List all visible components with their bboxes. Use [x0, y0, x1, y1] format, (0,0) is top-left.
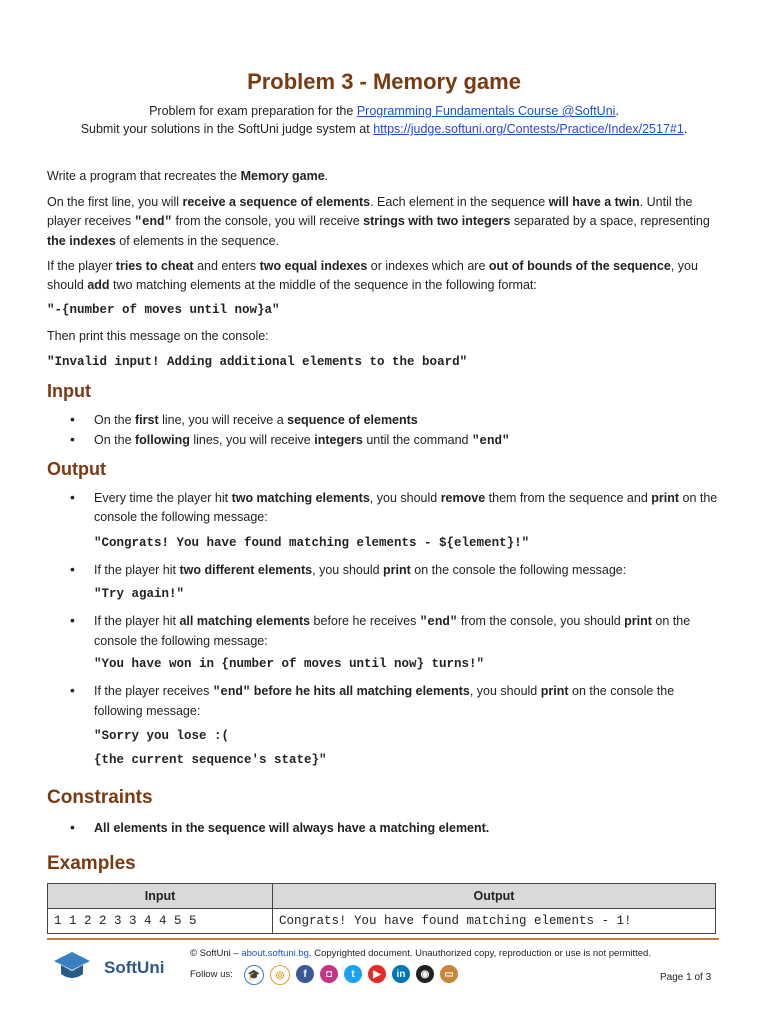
output-item-1 — [94, 489, 724, 527]
text-run: If the player hit — [94, 614, 180, 628]
facebook-icon[interactable]: f — [296, 965, 314, 983]
linkedin-icon[interactable]: in — [392, 965, 410, 983]
output-item-4 — [94, 682, 724, 721]
bullet: • — [70, 819, 75, 835]
text-run: the indexes — [47, 234, 116, 248]
text-run: from the console, you will receive — [172, 214, 364, 228]
input-item-1 — [94, 411, 724, 430]
heading-input: Input — [47, 381, 91, 401]
bullet: • — [70, 489, 75, 505]
forum-icon[interactable]: ▭ — [440, 965, 458, 983]
text-run: tries to cheat — [115, 259, 194, 273]
text-run: On the first line, you will — [47, 195, 183, 209]
code-lose-2: {the current sequence's state}" — [94, 753, 327, 767]
text-run: sequence of elements — [287, 413, 418, 427]
copyright-notice: © SoftUni – about.softuni.bg. Copyrighted document. Unauthorized copy, reproduction or use is not permitted. — [190, 948, 651, 959]
text-run: following — [135, 433, 190, 447]
code-invalid-input: "Invalid input! Adding additional elements to the board" — [47, 355, 468, 369]
text-run: "end" — [212, 685, 251, 699]
page-title: Problem 3 - Memory game — [247, 69, 521, 94]
text-run: print — [540, 684, 569, 698]
bullet: • — [70, 411, 75, 427]
text-run: on the console the following message: — [94, 491, 718, 524]
text-run: all matching elements — [179, 614, 311, 628]
about-link[interactable]: about.softuni.bg — [241, 948, 309, 959]
text-run: "end" — [419, 615, 458, 629]
bullet: • — [70, 431, 75, 447]
text-run: before he receives — [310, 614, 420, 628]
text-run: will have a twin — [548, 195, 640, 209]
table-header-row — [48, 884, 716, 909]
social-icons — [244, 965, 458, 985]
text-run: line, you will receive a — [158, 413, 288, 427]
text-run: receive a sequence of elements — [182, 195, 371, 209]
text-run: strings with two integers — [363, 214, 511, 228]
softuni-logo-icon — [52, 950, 92, 989]
constraint-item: All elements in the sequence will always have a matching element. — [94, 821, 490, 835]
output-item-3 — [94, 612, 724, 651]
page-number: Page 1 of 3 — [660, 972, 712, 983]
text-run: them from the sequence and — [485, 491, 652, 505]
github-icon[interactable]: ◉ — [416, 965, 434, 983]
text-run: of elements in the sequence. — [115, 234, 280, 248]
text-run: Every time the player hit — [94, 491, 232, 505]
text-run: or indexes which are — [367, 259, 489, 273]
table-row — [48, 909, 716, 934]
text-run: before he hits all matching elements — [250, 684, 470, 698]
intro-line-2: Submit your solutions in the SoftUni judge system at https://judge.softuni.org/Contests/Practice/Index/2517#1. — [80, 122, 688, 136]
course-link[interactable]: Programming Fundamentals Course @SoftUni — [356, 104, 616, 118]
text-run: until the command — [362, 433, 472, 447]
bullet: • — [70, 682, 75, 698]
text-run: print — [651, 491, 680, 505]
text-run: If the player receives — [94, 684, 213, 698]
text-run: On the — [94, 413, 135, 427]
text-run: two matching elements — [231, 491, 370, 505]
text-run: , you should — [369, 491, 441, 505]
twitter-icon[interactable]: t — [344, 965, 362, 983]
judge-link[interactable]: https://judge.softuni.org/Contests/Practice/Index/2517#1 — [373, 122, 684, 136]
output-item-2 — [94, 561, 724, 580]
bullet: • — [70, 561, 75, 577]
text-run: out of bounds of the sequence — [488, 259, 671, 273]
text-run: print — [624, 614, 652, 628]
paragraph-cheat — [47, 257, 722, 295]
code-won: "You have won in {number of moves until now} turns!" — [94, 657, 485, 671]
code-lose-1: "Sorry you lose :( — [94, 729, 230, 743]
text-run: remove — [440, 491, 486, 505]
column-header-input: Input — [48, 884, 273, 909]
column-header-output: Output — [273, 884, 716, 909]
instagram-icon[interactable]: ◘ — [320, 965, 338, 983]
text-run: , you should — [47, 259, 698, 292]
examples-table — [47, 883, 716, 934]
text-run: first — [135, 413, 159, 427]
text-run: integers — [314, 433, 363, 447]
text-run: two equal indexes — [259, 259, 368, 273]
text-run: If the player hit — [94, 563, 180, 577]
paragraph-rules — [47, 193, 722, 251]
text-run: separated by a space, representing — [510, 214, 710, 228]
code-format: "-{number of moves until now}a" — [47, 303, 280, 317]
text-run: on the console the following message: — [94, 684, 675, 718]
text-run: , you should — [469, 684, 541, 698]
text-run: on the console the following message: — [94, 614, 691, 648]
footer-divider — [47, 938, 719, 940]
heading-constraints: Constraints — [47, 787, 153, 808]
text-run: "end" — [471, 434, 510, 448]
text-run: two different elements — [179, 563, 313, 577]
text-run: , you should — [312, 563, 384, 577]
softuni-logo-text: SoftUni — [104, 958, 165, 977]
cell-output: Congrats! You have found matching elements - 1! — [273, 909, 716, 934]
text-run: . Each element in the sequence — [370, 195, 549, 209]
input-item-2 — [94, 431, 724, 451]
text-run: on the console the following message: — [410, 563, 627, 577]
code-try-again: "Try again!" — [94, 587, 185, 601]
text-run: print — [383, 563, 411, 577]
code-congrats: "Congrats! You have found matching elements - ${element}!" — [94, 536, 530, 550]
youtube-icon[interactable]: ▶ — [368, 965, 386, 983]
intro-line-1: Problem for exam preparation for the Programming Fundamentals Course @SoftUni. — [149, 104, 619, 118]
paragraph-intro: Write a program that recreates the Memory game. — [47, 169, 329, 183]
text-run: two matching elements at the middle of the sequence in the following format: — [109, 278, 537, 292]
heading-examples: Examples — [47, 853, 136, 874]
text-run: On the — [94, 433, 135, 447]
softuni-icon[interactable]: 🎓 — [244, 965, 264, 985]
paragraph-print: Then print this message on the console: — [47, 329, 269, 343]
text-run: "end" — [134, 215, 173, 229]
text-run: add — [87, 278, 110, 292]
bullet: • — [70, 612, 75, 628]
follow-us-label: Follow us: — [190, 969, 233, 980]
heading-output: Output — [47, 459, 106, 479]
text-run: lines, you will receive — [189, 433, 315, 447]
text-run: from the console, you should — [457, 614, 625, 628]
text-run: If the player — [47, 259, 116, 273]
text-run: . Until the player receives — [47, 195, 693, 228]
text-run: and enters — [193, 259, 260, 273]
softuni-circle-icon[interactable]: ◎ — [270, 965, 290, 985]
cell-input: 1 1 2 2 3 3 4 4 5 5 — [48, 909, 273, 934]
